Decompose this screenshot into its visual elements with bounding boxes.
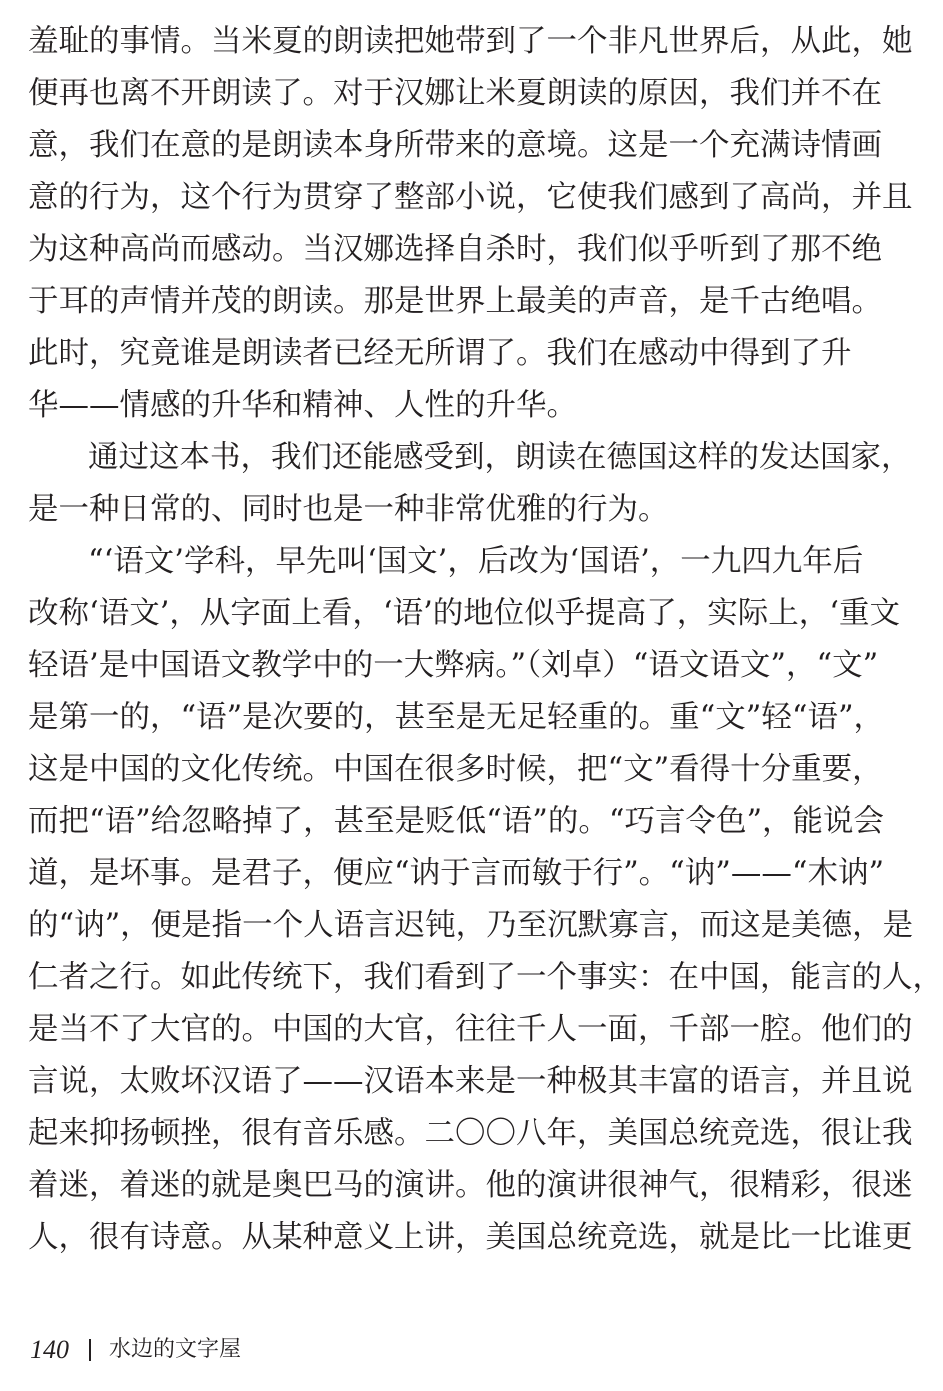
- text-line: 轻语’是中国语文教学中的一大弊病。”（刘卓）“语文语文”，“文”: [28, 648, 879, 683]
- text-line: 此时，究竟谁是朗读者已经无所谓了。我们在感动中得到了升: [28, 336, 852, 371]
- footer-divider: [89, 1339, 91, 1361]
- text-line: 起来抑扬顿挫，很有音乐感。二〇〇八年，美国总统竞选，很让我: [28, 1116, 913, 1151]
- page-number: 140: [30, 1335, 69, 1364]
- text-line: 于耳的声情并茂的朗读。那是世界上最美的声音，是千古绝唱。: [28, 284, 882, 319]
- text-line: 华——情感的升华和精神、人性的升华。: [28, 388, 577, 423]
- text-line: 羞耻的事情。当米夏的朗读把她带到了一个非凡世界后，从此，她: [28, 24, 913, 59]
- text-line: 而把“语”给忽略掉了，甚至是贬低“语”的。“巧言令色”，能说会: [28, 804, 885, 839]
- text-line: 意，我们在意的是朗读本身所带来的意境。这是一个充满诗情画: [28, 128, 882, 163]
- text-line: 便再也离不开朗读了。对于汉娜让米夏朗读的原因，我们并不在: [28, 76, 882, 111]
- text-line: 仁者之行。如此传统下，我们看到了一个事实：在中国，能言的人，: [28, 960, 943, 995]
- text-line: 是一种日常的、同时也是一种非常优雅的行为。: [28, 492, 669, 527]
- text-line: 是第一的，“语”是次要的，甚至是无足轻重的。重“文”轻“语”，: [28, 700, 885, 735]
- text-line: 为这种高尚而感动。当汉娜选择自杀时，我们似乎听到了那不绝: [28, 232, 882, 267]
- text-line: 道，是坏事。是君子，便应“讷于言而敏于行”。“讷”——“木讷”: [28, 856, 885, 891]
- text-line: 的“讷”，便是指一个人语言迟钝，乃至沉默寡言，而这是美德，是: [28, 908, 914, 943]
- text-line: 这是中国的文化传统。中国在很多时候，把“文”看得十分重要，: [28, 752, 883, 787]
- body-text: [28, 16, 943, 1264]
- text-line: 是当不了大官的。中国的大官，往往千人一面，千部一腔。他们的: [28, 1012, 913, 1047]
- page-footer: [30, 1330, 241, 1370]
- running-book-title: 水边的文字屋: [109, 1337, 242, 1362]
- text-line: 意的行为，这个行为贯穿了整部小说，它使我们感到了高尚，并且: [28, 180, 913, 215]
- paragraph-start-line: “‘语文’学科，早先叫‘国文’，后改为‘国语’，一九四九年后: [88, 544, 864, 579]
- text-line: 言说，太败坏汉语了——汉语本来是一种极其丰富的语言，并且说: [28, 1064, 913, 1099]
- text-line: 人，很有诗意。从某种意义上讲，美国总统竞选，就是比一比谁更: [28, 1220, 913, 1255]
- text-line: 改称‘语文’，从字面上看，‘语’的地位似乎提高了，实际上，‘重文: [28, 596, 900, 631]
- paragraph-start-line: 通过这本书，我们还能感受到，朗读在德国这样的发达国家，: [88, 440, 912, 475]
- text-line: 着迷，着迷的就是奥巴马的演讲。他的演讲很神气，很精彩，很迷: [28, 1168, 913, 1203]
